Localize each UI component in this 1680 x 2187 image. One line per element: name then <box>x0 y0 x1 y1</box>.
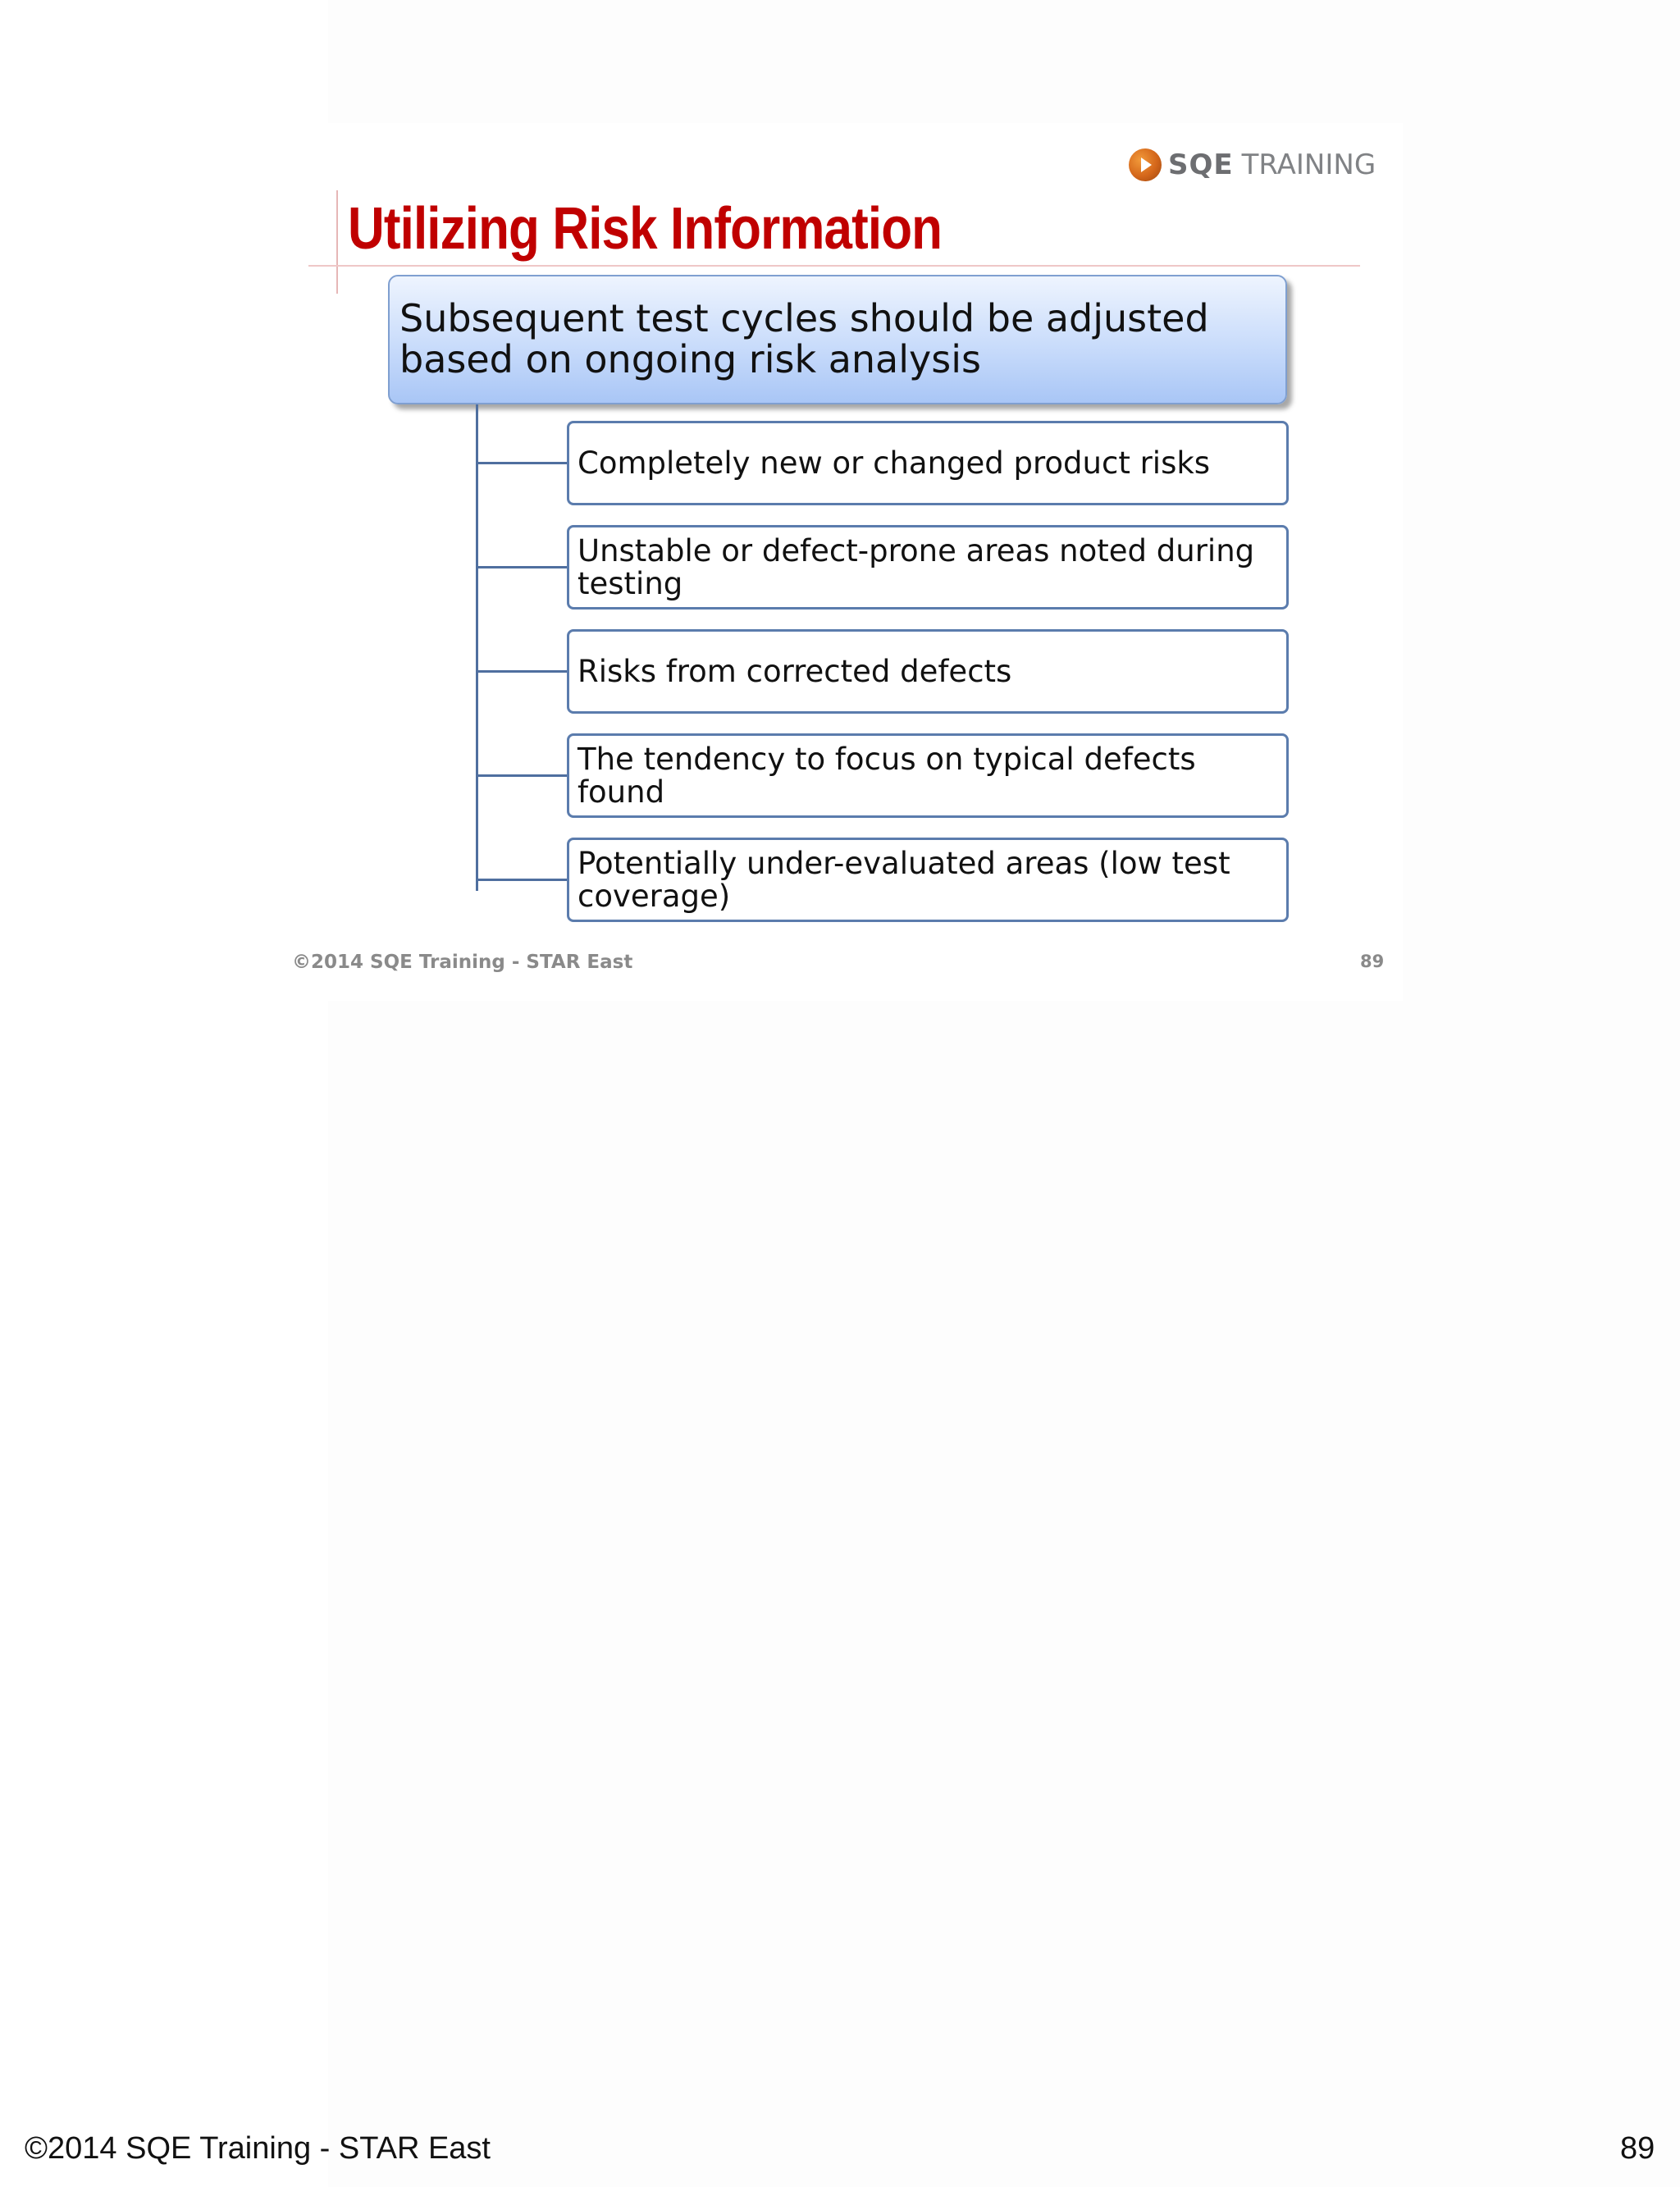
sqe-training-logo <box>1129 146 1376 184</box>
logo-brand-bold: SQE <box>1168 148 1234 181</box>
sub-point-text: Completely new or changed product risks <box>578 445 1211 481</box>
sub-point-box <box>567 733 1289 818</box>
hierarchy-connector-branch <box>476 462 568 464</box>
sub-point-box <box>567 525 1289 610</box>
logo-brand-light: TRAINING <box>1241 148 1376 181</box>
hierarchy-connector-trunk <box>476 404 478 891</box>
slide-footer-copyright: ©2014 SQE Training - STAR East <box>292 952 633 973</box>
hierarchy-connector-branch <box>476 879 568 881</box>
title-horizontal-rule <box>308 265 1360 267</box>
page-footer-page-number: 89 <box>1620 2131 1655 2166</box>
title-vertical-rule <box>336 190 338 294</box>
sub-point-text: Potentially under-evaluated areas (low test coverage) <box>578 845 1230 914</box>
sub-point-box <box>567 421 1289 505</box>
hierarchy-connector-branch <box>476 670 568 673</box>
page-footer-copyright: ©2014 SQE Training - STAR East <box>25 2131 491 2166</box>
sub-point-box <box>567 629 1289 714</box>
main-point-box <box>388 275 1287 404</box>
slide-title: Utilizing Risk Information <box>348 196 943 262</box>
main-point-text: Subsequent test cycles should be adjusted based on ongoing risk analysis <box>399 296 1209 381</box>
sub-point-text: Risks from corrected defects <box>578 653 1012 689</box>
hierarchy-connector-branch <box>476 566 568 568</box>
sub-point-box <box>567 838 1289 922</box>
sub-point-text: The tendency to focus on typical defects found <box>578 741 1196 810</box>
slide-footer-page-number: 89 <box>1360 952 1385 971</box>
sub-point-text: Unstable or defect-prone areas noted during testing <box>578 532 1255 601</box>
play-circle-icon <box>1129 148 1162 181</box>
hierarchy-connector-branch <box>476 774 568 777</box>
